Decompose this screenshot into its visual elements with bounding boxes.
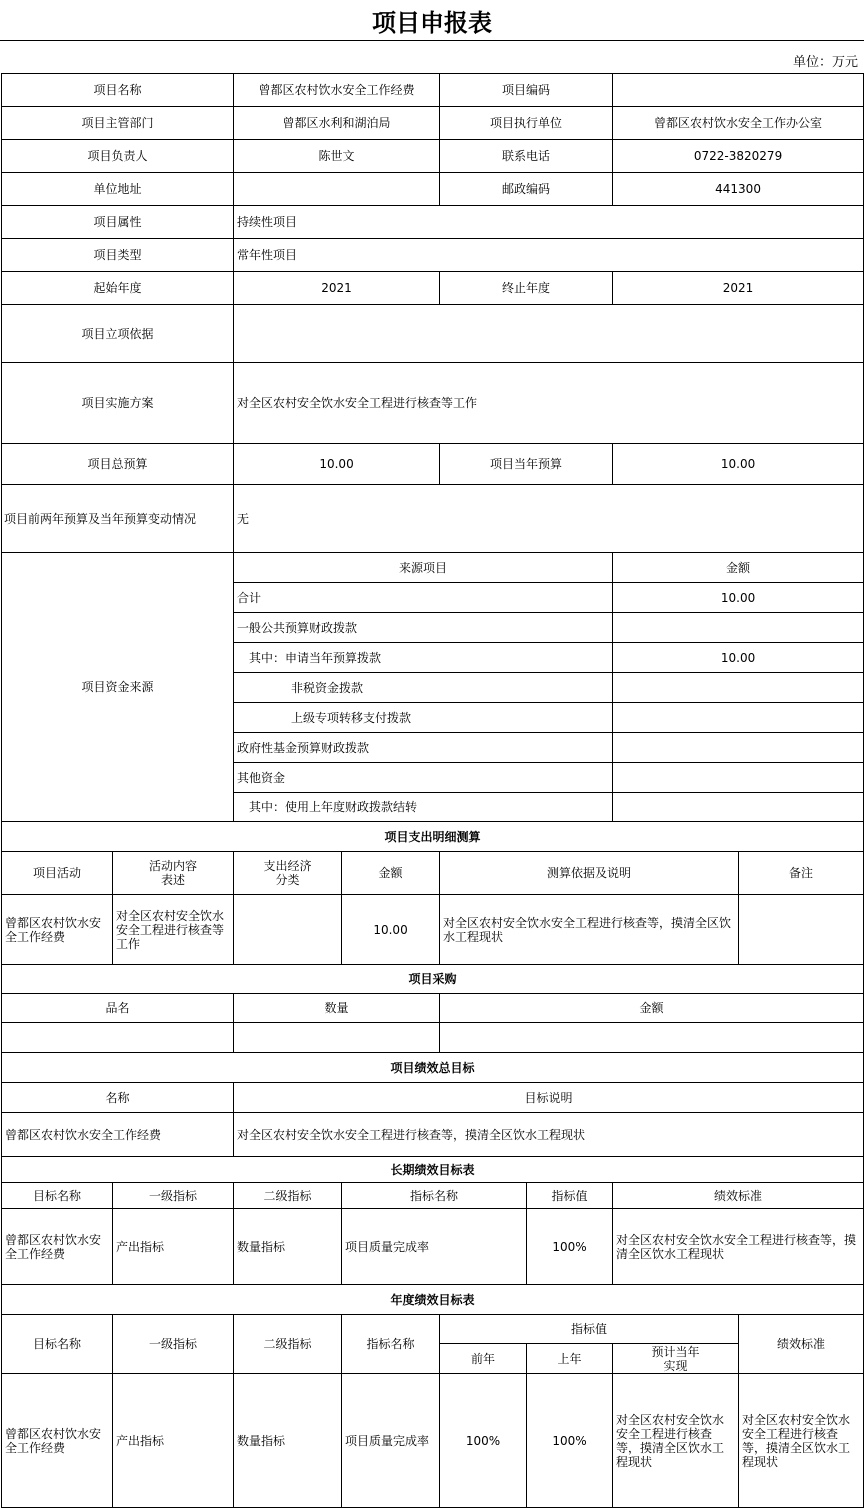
long-term-section-row (2, 1157, 864, 1183)
value-budget-change: 无 (234, 485, 864, 553)
purchase-header-amount: 金额 (440, 994, 864, 1023)
value-end-year: 2021 (613, 272, 864, 305)
row-attribute (2, 206, 864, 239)
funding-label: 政府性基金预算财政拨款 (234, 733, 613, 763)
purchase-header-row (2, 994, 864, 1023)
label-leader: 项目负责人 (2, 140, 234, 173)
long-term-header-level1: 一级指标 (113, 1183, 234, 1209)
expense-activity: 曾都区农村饮水安全工作经费 (2, 895, 113, 965)
expense-category (234, 895, 342, 965)
expense-basis: 对全区农村安全饮水安全工程进行核查等，摸清全区饮水工程现状 (440, 895, 739, 965)
annual-indicator: 项目质量完成率 (342, 1374, 440, 1508)
value-leader: 陈世文 (234, 140, 440, 173)
long-term-goal: 曾都区农村饮水安全工作经费 (2, 1209, 113, 1285)
row-project-name (2, 74, 864, 107)
long-term-level1: 产出指标 (113, 1209, 234, 1285)
funding-amount (613, 703, 864, 733)
purchase-section-row (2, 965, 864, 994)
annual-header-prev: 前年 (440, 1344, 527, 1374)
row-basis (2, 305, 864, 363)
funding-label: 其他资金 (234, 763, 613, 793)
funding-amount (613, 763, 864, 793)
purchase-item (2, 1023, 234, 1053)
page-title: 项目申报表 (0, 0, 864, 41)
annual-header-standard: 绩效标准 (739, 1315, 864, 1374)
value-basis (234, 305, 864, 363)
label-attribute: 项目属性 (2, 206, 234, 239)
label-funding: 项目资金来源 (2, 553, 234, 822)
value-current-budget: 10.00 (613, 444, 864, 485)
label-end-year: 终止年度 (440, 272, 613, 305)
funding-amount (613, 733, 864, 763)
purchase-amount (440, 1023, 864, 1053)
annual-header-level1: 一级指标 (113, 1315, 234, 1374)
value-project-name: 曾都区农村饮水安全工作经费 (234, 74, 440, 107)
purchase-data-row (2, 1023, 864, 1053)
purchase-section-title: 项目采购 (2, 965, 864, 994)
label-current-budget: 项目当年预算 (440, 444, 613, 485)
overall-goal-data-row (2, 1113, 864, 1157)
expense-header-row (2, 852, 864, 895)
value-attribute: 持续性项目 (234, 206, 864, 239)
overall-goal-section-title: 项目绩效总目标 (2, 1053, 864, 1083)
label-address: 单位地址 (2, 173, 234, 206)
long-term-header-standard: 绩效标准 (613, 1183, 864, 1209)
label-total-budget: 项目总预算 (2, 444, 234, 485)
label-project-code: 项目编码 (440, 74, 613, 107)
application-table (1, 73, 864, 1508)
value-address (234, 173, 440, 206)
annual-header-goal: 目标名称 (2, 1315, 113, 1374)
annual-header-expected: 预计当年 实现 (613, 1344, 739, 1374)
funding-label: 其中：使用上年度财政拨款结转 (234, 793, 613, 822)
annual-goal: 曾都区农村饮水安全工作经费 (2, 1374, 113, 1508)
unit-label: 单位：万元 (792, 55, 858, 70)
expense-section-title: 项目支出明细测算 (2, 822, 864, 852)
long-term-header-row (2, 1183, 864, 1209)
label-basis: 项目立项依据 (2, 305, 234, 363)
value-total-budget: 10.00 (234, 444, 440, 485)
overall-goal-desc: 对全区农村安全饮水安全工程进行核查等，摸清全区饮水工程现状 (234, 1113, 864, 1157)
value-phone: 0722-3820279 (613, 140, 864, 173)
funding-amount: 10.00 (613, 583, 864, 613)
annual-level1: 产出指标 (113, 1374, 234, 1508)
row-address (2, 173, 864, 206)
expense-header-note: 备注 (739, 852, 864, 895)
funding-amount: 10.00 (613, 643, 864, 673)
long-term-standard: 对全区农村安全饮水安全工程进行核查等，摸清全区饮水工程现状 (613, 1209, 864, 1285)
funding-label: 合计 (234, 583, 613, 613)
expense-section-row (2, 822, 864, 852)
annual-header-last: 上年 (527, 1344, 613, 1374)
row-budget-change (2, 485, 864, 553)
value-start-year: 2021 (234, 272, 440, 305)
expense-header-basis: 测算依据及说明 (440, 852, 739, 895)
long-term-header-value: 指标值 (527, 1183, 613, 1209)
expense-header-category: 支出经济 分类 (234, 852, 342, 895)
funding-header-row (2, 553, 864, 583)
annual-prev: 100% (440, 1374, 527, 1508)
row-years (2, 272, 864, 305)
row-type (2, 239, 864, 272)
purchase-header-item: 品名 (2, 994, 234, 1023)
funding-label: 非税资金拨款 (234, 673, 613, 703)
annual-standard: 对全区农村安全饮水安全工程进行核查等，摸清全区饮水工程现状 (739, 1374, 864, 1508)
funding-header-source: 来源项目 (234, 553, 613, 583)
funding-amount (613, 673, 864, 703)
label-phone: 联系电话 (440, 140, 613, 173)
funding-amount (613, 793, 864, 822)
label-plan: 项目实施方案 (2, 363, 234, 444)
purchase-quantity (234, 1023, 440, 1053)
value-department: 曾都区水利和湖泊局 (234, 107, 440, 140)
value-project-code (613, 74, 864, 107)
annual-header-level2: 二级指标 (234, 1315, 342, 1374)
expense-amount: 10.00 (342, 895, 440, 965)
label-exec-unit: 项目执行单位 (440, 107, 613, 140)
annual-last: 100% (527, 1374, 613, 1508)
label-budget-change: 项目前两年预算及当年预算变动情况 (2, 485, 234, 553)
row-leader (2, 140, 864, 173)
expense-header-content: 活动内容 表述 (113, 852, 234, 895)
purchase-header-quantity: 数量 (234, 994, 440, 1023)
expense-data-row (2, 895, 864, 965)
funding-label: 上级专项转移支付拨款 (234, 703, 613, 733)
expense-header-amount: 金额 (342, 852, 440, 895)
value-plan: 对全区农村安全饮水安全工程进行核查等工作 (234, 363, 864, 444)
overall-goal-section-row (2, 1053, 864, 1083)
long-term-header-level2: 二级指标 (234, 1183, 342, 1209)
expense-content: 对全区农村安全饮水安全工程进行核查等工作 (113, 895, 234, 965)
label-department: 项目主管部门 (2, 107, 234, 140)
overall-goal-header-name: 名称 (2, 1083, 234, 1113)
label-zip: 邮政编码 (440, 173, 613, 206)
annual-level2: 数量指标 (234, 1374, 342, 1508)
label-type: 项目类型 (2, 239, 234, 272)
annual-header-indicator: 指标名称 (342, 1315, 440, 1374)
funding-header-amount: 金额 (613, 553, 864, 583)
annual-header-row-1 (2, 1315, 864, 1344)
annual-header-value-group: 指标值 (440, 1315, 739, 1344)
long-term-header-indicator: 指标名称 (342, 1183, 527, 1209)
long-term-level2: 数量指标 (234, 1209, 342, 1285)
long-term-section-title: 长期绩效目标表 (2, 1157, 864, 1183)
row-budget (2, 444, 864, 485)
long-term-indicator: 项目质量完成率 (342, 1209, 527, 1285)
value-exec-unit: 曾都区农村饮水安全工作办公室 (613, 107, 864, 140)
annual-section-row (2, 1285, 864, 1315)
funding-amount (613, 613, 864, 643)
annual-expected: 对全区农村安全饮水安全工程进行核查等，摸清全区饮水工程现状 (613, 1374, 739, 1508)
label-project-name: 项目名称 (2, 74, 234, 107)
long-term-data-row (2, 1209, 864, 1285)
expense-header-activity: 项目活动 (2, 852, 113, 895)
expense-note (739, 895, 864, 965)
long-term-value: 100% (527, 1209, 613, 1285)
annual-data-row (2, 1374, 864, 1508)
long-term-header-goal: 目标名称 (2, 1183, 113, 1209)
row-department (2, 107, 864, 140)
overall-goal-header-desc: 目标说明 (234, 1083, 864, 1113)
value-type: 常年性项目 (234, 239, 864, 272)
funding-label: 其中：申请当年预算拨款 (234, 643, 613, 673)
label-start-year: 起始年度 (2, 272, 234, 305)
value-zip: 441300 (613, 173, 864, 206)
overall-goal-header-row (2, 1083, 864, 1113)
row-plan (2, 363, 864, 444)
funding-label: 一般公共预算财政拨款 (234, 613, 613, 643)
overall-goal-name: 曾都区农村饮水安全工作经费 (2, 1113, 234, 1157)
annual-section-title: 年度绩效目标表 (2, 1285, 864, 1315)
